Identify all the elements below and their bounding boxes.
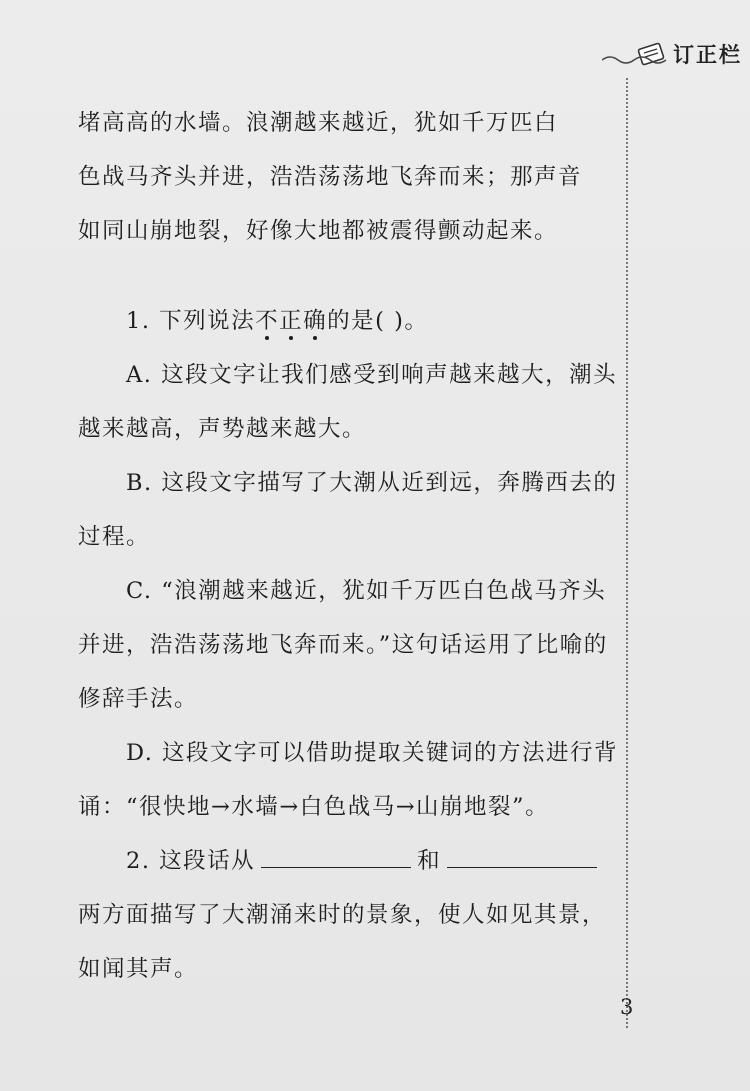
passage-line: 堵高高的水墙。浪潮越来越近，犹如千万匹白 bbox=[78, 110, 559, 136]
option-letter: A. bbox=[126, 362, 153, 388]
emphasis-char: 确 bbox=[303, 308, 328, 334]
option-b bbox=[78, 456, 623, 564]
question-1-stem-suffix: 的是( )。 bbox=[327, 308, 429, 334]
option-text: “浪潮越来越近，犹如千万匹白色战马齐头并进，浩浩荡荡地飞奔而来。”这句话运用了比喻的修辞手法。 bbox=[78, 578, 608, 712]
option-a bbox=[78, 348, 623, 456]
passage-line: 色战马齐头并进，浩浩荡荡地飞奔而来；那声音 bbox=[78, 164, 583, 190]
option-c bbox=[78, 564, 623, 726]
margin-dotted-line bbox=[626, 78, 628, 1028]
page-content bbox=[78, 96, 623, 996]
option-letter: C. bbox=[126, 578, 153, 604]
passage-line: 如同山崩地裂，好像大地都被震得颤动起来。 bbox=[78, 218, 559, 244]
question-1-stem bbox=[78, 294, 623, 348]
correction-column-tab bbox=[602, 34, 750, 74]
question-2-part3: 两方面描写了大潮涌来时的景象，使人如见其景，如闻其声。 bbox=[78, 902, 607, 982]
option-d bbox=[78, 726, 623, 834]
question-2-part1: 2. 这段话从 bbox=[126, 848, 256, 874]
emphasis-char: 不 bbox=[255, 308, 280, 334]
option-letter: D. bbox=[126, 740, 154, 766]
page-number: 3 bbox=[620, 995, 634, 1019]
question-2-part2: 和 bbox=[417, 848, 442, 874]
reading-passage bbox=[78, 96, 623, 258]
option-text: 这段文字可以借助提取关键词的方法进行背诵：“很快地→水墙→白色战马→山崩地裂”。 bbox=[78, 740, 619, 820]
correction-column-label: 订正栏 bbox=[673, 43, 742, 67]
emphasis-char: 正 bbox=[279, 308, 304, 334]
option-text: 这段文字让我们感受到响声越来越大，潮头越来越高，声势越来越大。 bbox=[78, 362, 618, 442]
answer-blank-1[interactable] bbox=[261, 845, 411, 868]
question-2 bbox=[78, 834, 623, 996]
option-letter: B. bbox=[126, 470, 153, 496]
wave-decoration bbox=[602, 54, 672, 66]
question-1-stem-prefix: 1. 下列说法 bbox=[126, 308, 256, 334]
answer-blank-2[interactable] bbox=[447, 845, 597, 868]
option-text: 这段文字描写了大潮从近到远，奔腾西去的过程。 bbox=[78, 470, 618, 550]
